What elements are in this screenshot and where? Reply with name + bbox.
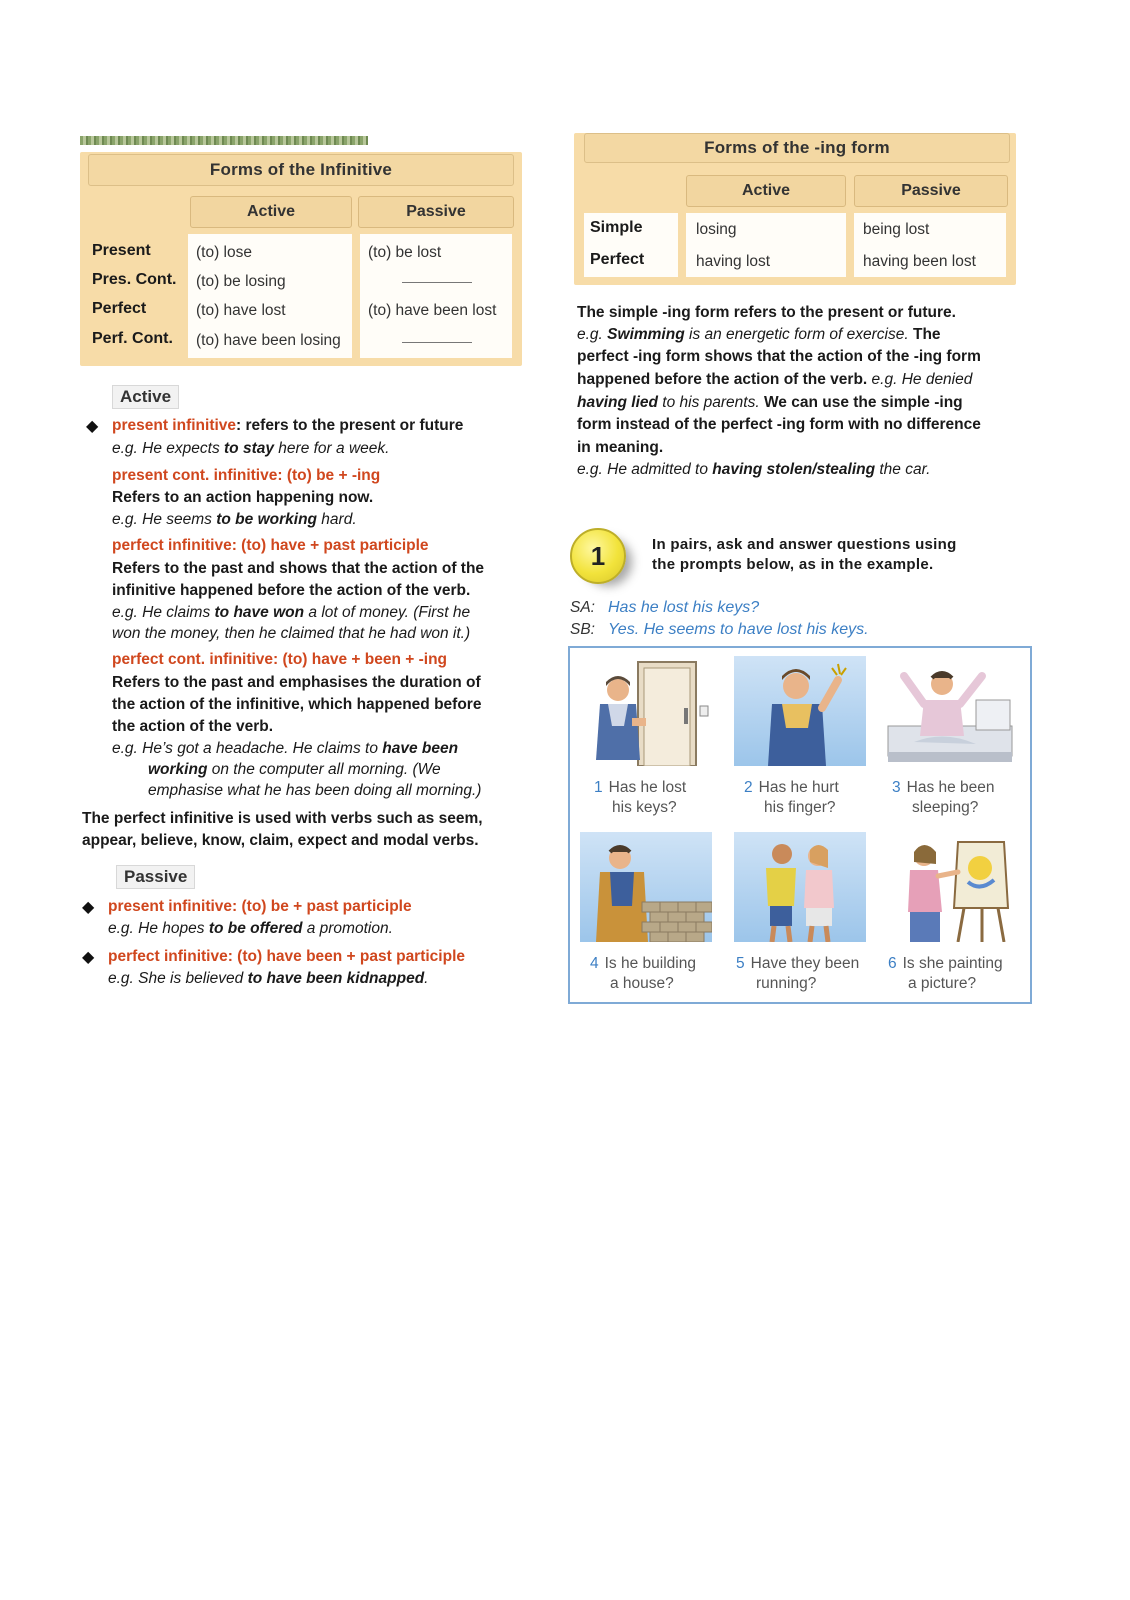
woman-painting-illustration <box>888 832 1020 942</box>
example-bold: having stolen/stealing <box>712 461 876 478</box>
example-text: e.g. She is believed <box>108 970 248 987</box>
infinitive-cell: (to) be losing <box>196 273 286 290</box>
ing-row-label: Simple <box>590 219 643 236</box>
man-waking-up-illustration <box>884 656 1016 766</box>
infinitive-cell: (to) have been lost <box>368 302 497 319</box>
empty-cell-dash <box>402 342 472 343</box>
example-text: e.g. He expects <box>112 440 225 457</box>
ing-text-line <box>577 461 931 479</box>
ing-col-passive: Passive <box>854 175 1008 207</box>
infinitive-cell: (to) have lost <box>196 302 286 319</box>
active-b1-line <box>112 417 463 435</box>
example-text: hard. <box>317 511 357 528</box>
example-text: e.g. He’s got a headache. He claims to <box>112 740 383 757</box>
term-perfect-infinitive: perfect infinitive: (to) have + past participle <box>112 537 429 554</box>
ing-text-line <box>577 371 972 389</box>
prompt-text: Has he lost <box>608 779 687 796</box>
prompt-caption <box>736 954 859 974</box>
picture-building <box>580 832 712 942</box>
term-passive-perfect-infinitive: perfect infinitive: (to) have been + past participle <box>108 948 466 965</box>
exercise-instruction: the prompts below, as in the example. <box>652 556 934 573</box>
example-text: is an energetic form of exercise. <box>684 326 909 343</box>
bullet-icon: ◆ <box>86 418 99 435</box>
infinitive-cell: (to) lose <box>196 244 252 261</box>
picture-lost-keys <box>584 656 716 766</box>
infinitive-col-passive: Passive <box>358 196 514 228</box>
term-perfect-cont-infinitive: perfect cont. infinitive: (to) have + been + -ing <box>112 651 448 668</box>
decorative-strip <box>80 136 368 145</box>
passive-p2-example <box>108 970 428 988</box>
prompt-caption: his finger? <box>764 799 836 816</box>
prompt-caption <box>590 954 696 974</box>
infinitive-cell: (to) be lost <box>368 244 442 261</box>
active-b4-example: emphasise what he has been doing all morning.) <box>148 782 482 799</box>
prompt-caption <box>892 778 995 798</box>
speaker-b-text: Yes. He seems to have lost his keys. <box>608 621 869 638</box>
active-b4-example <box>148 761 441 779</box>
perfect-infinitive-note: appear, believe, know, claim, expect and modal verbs. <box>82 832 479 849</box>
ing-cell: having been lost <box>863 253 976 270</box>
ing-text-line: form instead of the perfect -ing form with no difference <box>577 416 981 433</box>
example-bold: working <box>148 761 208 778</box>
ing-text-line: in meaning. <box>577 439 664 456</box>
ing-row-label: Perfect <box>590 251 645 268</box>
ing-cell: losing <box>696 221 737 238</box>
infinitive-table <box>80 152 522 366</box>
example-text: e.g. He hopes <box>108 920 209 937</box>
prompt-caption: a picture? <box>908 975 977 992</box>
prompt-caption: his keys? <box>612 799 677 816</box>
speaker-b-label: SB: <box>570 621 595 638</box>
speaker-a-text: Has he lost his keys? <box>608 599 760 616</box>
active-b2-example <box>112 511 357 529</box>
active-b2-line: Refers to an action happening now. <box>112 489 374 506</box>
infinitive-col-active: Active <box>190 196 352 228</box>
ing-text-line <box>577 326 941 344</box>
ing-cell: having lost <box>696 253 771 270</box>
example-text: on the computer all morning. (We <box>207 761 441 778</box>
example-bold: Swimming <box>607 326 685 343</box>
ing-text-bold: happened before the action of the verb. <box>577 371 868 388</box>
exercise-picture-grid <box>568 646 1032 1004</box>
example-bold: have been <box>382 740 459 757</box>
exercise-instruction: In pairs, ask and answer questions using <box>652 536 957 553</box>
ing-col-active: Active <box>686 175 846 207</box>
prompt-caption: a house? <box>610 975 674 992</box>
term-present-cont-infinitive: present cont. infinitive: (to) be + -ing <box>112 467 381 484</box>
example-text: e.g. He seems <box>112 511 217 528</box>
prompt-caption <box>744 778 839 798</box>
prompt-text: Has he been <box>906 779 995 796</box>
example-text: e.g. He admitted to <box>577 461 713 478</box>
picture-sleeping <box>884 656 1016 766</box>
term-definition: : refers to the present or future <box>236 417 464 434</box>
infinitive-row-label: Present <box>92 242 151 259</box>
exercise-number-badge: 1 <box>570 528 626 584</box>
infinitive-row-label: Perf. Cont. <box>92 330 173 347</box>
passive-section-tag: Passive <box>116 865 195 889</box>
speaker-a-label: SA: <box>570 599 595 616</box>
infinitive-row-label: Perfect <box>92 300 147 317</box>
prompt-text: Is he building <box>604 955 696 972</box>
active-b1-example <box>112 440 389 458</box>
prompt-text: Has he hurt <box>758 779 839 796</box>
ing-cell: being lost <box>863 221 930 238</box>
ing-text-line: The simple -ing form refers to the present or future. <box>577 304 956 321</box>
prompt-number: 3 <box>892 779 901 796</box>
ing-text-bold: The <box>908 326 941 343</box>
ing-table <box>574 133 1016 285</box>
prompt-number: 5 <box>736 955 745 972</box>
active-b4-example <box>112 740 458 758</box>
ing-text-line <box>577 394 963 412</box>
example-bold: to be working <box>216 511 317 528</box>
prompt-number: 2 <box>744 779 753 796</box>
couple-after-running-illustration <box>734 832 866 942</box>
prompt-caption <box>594 778 686 798</box>
example-text: to his parents. <box>657 394 760 411</box>
man-hurt-finger-illustration <box>734 656 866 766</box>
prompt-text: Is she painting <box>902 955 1003 972</box>
passive-p1-example <box>108 920 393 938</box>
picture-painting <box>888 832 1020 942</box>
example-text: e.g. <box>577 326 608 343</box>
empty-cell-dash <box>402 282 472 283</box>
bullet-icon: ◆ <box>82 899 95 916</box>
example-bold: to be offered <box>208 920 303 937</box>
term-present-infinitive: present infinitive <box>112 417 237 434</box>
picture-hurt-finger <box>734 656 866 766</box>
prompt-number: 6 <box>888 955 897 972</box>
example-bold: to have won <box>214 604 305 621</box>
prompt-number: 4 <box>590 955 599 972</box>
prompt-number: 1 <box>594 779 603 796</box>
infinitive-table-title: Forms of the Infinitive <box>88 154 514 186</box>
man-building-wall-illustration <box>580 832 712 942</box>
bullet-icon: ◆ <box>82 949 95 966</box>
prompt-caption <box>888 954 1003 974</box>
man-at-door-illustration <box>584 656 716 766</box>
active-b4-line: the action of the verb. <box>112 718 274 735</box>
active-b4-line: the action of the infinitive, which happened before <box>112 696 482 713</box>
prompt-text: Have they been <box>750 955 860 972</box>
active-b4-line: Refers to the past and emphasises the duration of <box>112 674 481 691</box>
example-text: a lot of money. (First he <box>304 604 471 621</box>
picture-running <box>734 832 866 942</box>
infinitive-row-label: Pres. Cont. <box>92 271 177 288</box>
example-bold: to have been kidnapped <box>247 970 425 987</box>
example-text: e.g. He claims <box>112 604 215 621</box>
example-bold: to stay <box>224 440 274 457</box>
active-b3-example: won the money, then he claimed that he had won it.) <box>112 625 471 642</box>
example-text: e.g. He denied <box>867 371 973 388</box>
ing-text-line: perfect -ing form shows that the action of the -ing form <box>577 348 981 365</box>
active-b3-line: Refers to the past and shows that the action of the <box>112 560 485 577</box>
ing-table-title: Forms of the -ing form <box>584 133 1010 163</box>
ing-text-bold: We can use the simple -ing <box>759 394 963 411</box>
active-b3-example <box>112 604 470 622</box>
perfect-infinitive-note: The perfect infinitive is used with verbs such as seem, <box>82 810 483 827</box>
example-text: the car. <box>875 461 931 478</box>
term-passive-present-infinitive: present infinitive: (to) be + past participle <box>108 898 412 915</box>
example-text: . <box>424 970 429 987</box>
active-section-tag: Active <box>112 385 179 409</box>
example-bold: having lied <box>577 394 658 411</box>
prompt-caption: running? <box>756 975 817 992</box>
example-text: here for a week. <box>273 440 390 457</box>
infinitive-cell: (to) have been losing <box>196 332 341 349</box>
prompt-caption: sleeping? <box>912 799 979 816</box>
active-b3-line: infinitive happened before the action of the verb. <box>112 582 471 599</box>
example-text: a promotion. <box>302 920 393 937</box>
